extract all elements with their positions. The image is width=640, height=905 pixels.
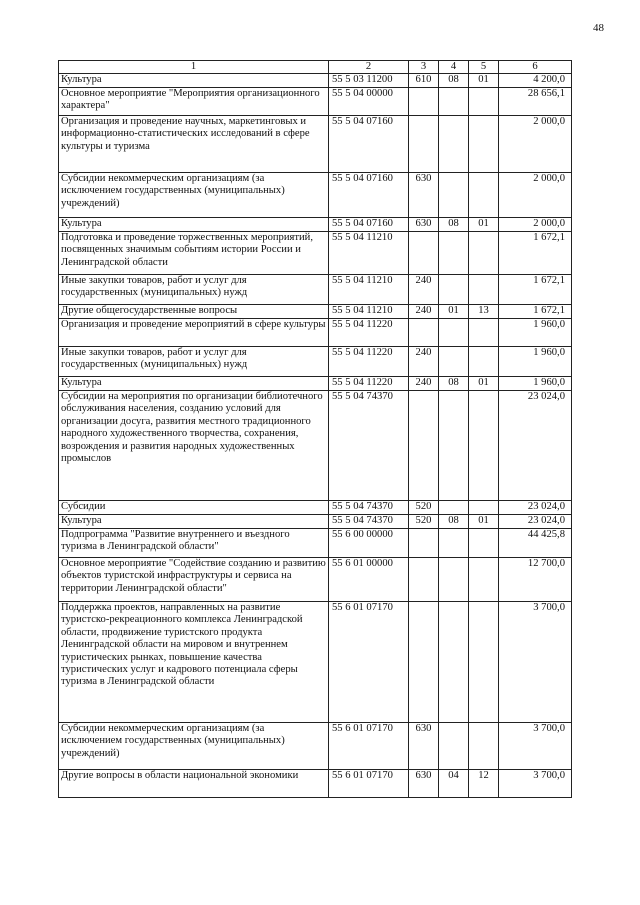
table-row [59, 501, 572, 515]
row-section-cell: 01 [439, 305, 469, 319]
row-subsection-cell [469, 275, 499, 305]
table-row [59, 377, 572, 391]
row-subsection-cell [469, 347, 499, 377]
row-section-cell [439, 319, 469, 347]
row-code-cell: 55 5 04 11220 [329, 377, 409, 391]
row-code-cell: 55 5 04 11220 [329, 347, 409, 377]
row-name-cell: Другие общегосударственные вопросы [59, 305, 329, 319]
row-code-cell: 55 6 01 07170 [329, 602, 409, 723]
table-row [59, 558, 572, 602]
row-section-cell: 04 [439, 770, 469, 798]
row-expense-type-cell [409, 558, 439, 602]
row-code-cell: 55 6 01 07170 [329, 770, 409, 798]
table-row [59, 391, 572, 501]
row-expense-type-cell: 630 [409, 173, 439, 218]
row-subsection-cell [469, 723, 499, 770]
row-amount-cell: 23 024,0 [499, 391, 572, 501]
row-name-cell: Организация и проведение мероприятий в сфере культуры [59, 319, 329, 347]
header-col-4: 4 [439, 61, 469, 74]
row-expense-type-cell: 610 [409, 74, 439, 88]
row-expense-type-cell [409, 319, 439, 347]
table-row [59, 218, 572, 232]
row-subsection-cell [469, 501, 499, 515]
row-expense-type-cell [409, 391, 439, 501]
row-expense-type-cell: 520 [409, 515, 439, 529]
row-subsection-cell [469, 173, 499, 218]
row-section-cell [439, 116, 469, 173]
row-code-cell: 55 5 04 74370 [329, 391, 409, 501]
row-amount-cell: 23 024,0 [499, 501, 572, 515]
row-subsection-cell: 01 [469, 74, 499, 88]
header-col-5: 5 [469, 61, 499, 74]
table-row [59, 602, 572, 723]
page-number: 48 [593, 22, 604, 34]
row-subsection-cell [469, 116, 499, 173]
row-subsection-cell: 12 [469, 770, 499, 798]
row-expense-type-cell: 630 [409, 723, 439, 770]
row-section-cell [439, 529, 469, 558]
row-expense-type-cell: 520 [409, 501, 439, 515]
row-amount-cell: 1 960,0 [499, 319, 572, 347]
row-subsection-cell [469, 529, 499, 558]
row-amount-cell: 2 000,0 [499, 116, 572, 173]
row-code-cell: 55 6 01 07170 [329, 723, 409, 770]
row-name-cell: Подпрограмма "Развитие внутреннего и въездного туризма в Ленинградской области" [59, 529, 329, 558]
row-name-cell: Субсидии некоммерческим организациям (за исключением государственных (муниципальных) учреждений) [59, 173, 329, 218]
row-name-cell: Культура [59, 377, 329, 391]
table-row [59, 275, 572, 305]
row-amount-cell: 2 000,0 [499, 218, 572, 232]
row-code-cell: 55 5 04 07160 [329, 218, 409, 232]
row-code-cell: 55 5 04 00000 [329, 88, 409, 116]
row-name-cell: Организация и проведение научных, маркетинговых и информационно-статистических исследований в сфере культуры и туризма [59, 116, 329, 173]
row-expense-type-cell: 240 [409, 275, 439, 305]
row-amount-cell: 1 960,0 [499, 347, 572, 377]
row-subsection-cell: 01 [469, 218, 499, 232]
row-amount-cell: 1 672,1 [499, 275, 572, 305]
row-expense-type-cell: 240 [409, 305, 439, 319]
row-expense-type-cell [409, 88, 439, 116]
row-subsection-cell [469, 88, 499, 116]
row-name-cell: Субсидии на мероприятия по организации библиотечного обслуживания населения, созданию условий для организации досуга, развития местного традиционного народного художественного творчества, сохранения, возрождения и развития народных художественных промыслов [59, 391, 329, 501]
table-row [59, 319, 572, 347]
row-section-cell [439, 173, 469, 218]
table-row [59, 723, 572, 770]
row-subsection-cell [469, 391, 499, 501]
row-amount-cell: 1 672,1 [499, 305, 572, 319]
row-amount-cell: 3 700,0 [499, 723, 572, 770]
row-name-cell: Подготовка и проведение торжественных мероприятий, посвященных значимым событиям истории России и Ленинградской области [59, 232, 329, 275]
row-expense-type-cell: 240 [409, 347, 439, 377]
table-row [59, 173, 572, 218]
table-header-row [59, 61, 572, 74]
row-code-cell: 55 5 04 11210 [329, 305, 409, 319]
row-expense-type-cell: 240 [409, 377, 439, 391]
header-col-1: 1 [59, 61, 329, 74]
row-section-cell [439, 602, 469, 723]
row-amount-cell: 3 700,0 [499, 602, 572, 723]
row-code-cell: 55 5 04 11210 [329, 275, 409, 305]
row-subsection-cell [469, 232, 499, 275]
row-code-cell: 55 6 01 00000 [329, 558, 409, 602]
row-amount-cell: 3 700,0 [499, 770, 572, 798]
row-section-cell [439, 347, 469, 377]
row-section-cell [439, 88, 469, 116]
row-subsection-cell [469, 319, 499, 347]
row-name-cell: Основное мероприятие "Содействие созданию и развитию объектов туристской инфраструктуры и сервиса на территории Ленинградской области" [59, 558, 329, 602]
row-amount-cell: 12 700,0 [499, 558, 572, 602]
row-name-cell: Культура [59, 74, 329, 88]
row-expense-type-cell: 630 [409, 770, 439, 798]
header-col-6: 6 [499, 61, 572, 74]
row-name-cell: Поддержка проектов, направленных на развитие туристско-рекреационного комплекса Ленинградской области, продвижение туристского продукта Ленинградской области на мировом и внутреннем туристических рынках, повышение качества туристических услуг и кадрового потенциала сферы туризма в Ленинградской области [59, 602, 329, 723]
row-name-cell: Иные закупки товаров, работ и услуг для государственных (муниципальных) нужд [59, 347, 329, 377]
row-code-cell: 55 5 04 07160 [329, 173, 409, 218]
row-amount-cell: 1 960,0 [499, 377, 572, 391]
table-row [59, 515, 572, 529]
row-expense-type-cell [409, 232, 439, 275]
table-body [59, 74, 572, 798]
row-code-cell: 55 5 04 74370 [329, 501, 409, 515]
row-section-cell [439, 723, 469, 770]
row-name-cell: Культура [59, 515, 329, 529]
row-name-cell: Другие вопросы в области национальной экономики [59, 770, 329, 798]
row-section-cell [439, 501, 469, 515]
row-subsection-cell: 01 [469, 515, 499, 529]
row-name-cell: Культура [59, 218, 329, 232]
row-section-cell [439, 558, 469, 602]
row-name-cell: Субсидии некоммерческим организациям (за исключением государственных (муниципальных) учреждений) [59, 723, 329, 770]
row-amount-cell: 28 656,1 [499, 88, 572, 116]
row-expense-type-cell [409, 116, 439, 173]
row-subsection-cell: 01 [469, 377, 499, 391]
row-expense-type-cell [409, 602, 439, 723]
row-section-cell [439, 275, 469, 305]
row-section-cell: 08 [439, 377, 469, 391]
row-amount-cell: 44 425,8 [499, 529, 572, 558]
row-amount-cell: 1 672,1 [499, 232, 572, 275]
row-section-cell [439, 391, 469, 501]
row-name-cell: Основное мероприятие "Мероприятия организационного характера" [59, 88, 329, 116]
table-row [59, 529, 572, 558]
row-code-cell: 55 5 04 07160 [329, 116, 409, 173]
budget-table [58, 60, 572, 798]
table-row [59, 116, 572, 173]
row-name-cell: Иные закупки товаров, работ и услуг для государственных (муниципальных) нужд [59, 275, 329, 305]
row-code-cell: 55 5 04 11210 [329, 232, 409, 275]
table-row [59, 770, 572, 798]
table-row [59, 305, 572, 319]
row-section-cell [439, 232, 469, 275]
row-amount-cell: 2 000,0 [499, 173, 572, 218]
table-row [59, 74, 572, 88]
row-subsection-cell: 13 [469, 305, 499, 319]
row-section-cell: 08 [439, 74, 469, 88]
table-row [59, 88, 572, 116]
table-row [59, 232, 572, 275]
row-name-cell: Субсидии [59, 501, 329, 515]
row-section-cell: 08 [439, 515, 469, 529]
row-code-cell: 55 6 00 00000 [329, 529, 409, 558]
row-amount-cell: 23 024,0 [499, 515, 572, 529]
header-col-2: 2 [329, 61, 409, 74]
row-code-cell: 55 5 03 11200 [329, 74, 409, 88]
row-code-cell: 55 5 04 11220 [329, 319, 409, 347]
row-expense-type-cell: 630 [409, 218, 439, 232]
row-section-cell: 08 [439, 218, 469, 232]
header-col-3: 3 [409, 61, 439, 74]
row-code-cell: 55 5 04 74370 [329, 515, 409, 529]
row-expense-type-cell [409, 529, 439, 558]
table-row [59, 347, 572, 377]
row-subsection-cell [469, 602, 499, 723]
row-subsection-cell [469, 558, 499, 602]
row-amount-cell: 4 200,0 [499, 74, 572, 88]
